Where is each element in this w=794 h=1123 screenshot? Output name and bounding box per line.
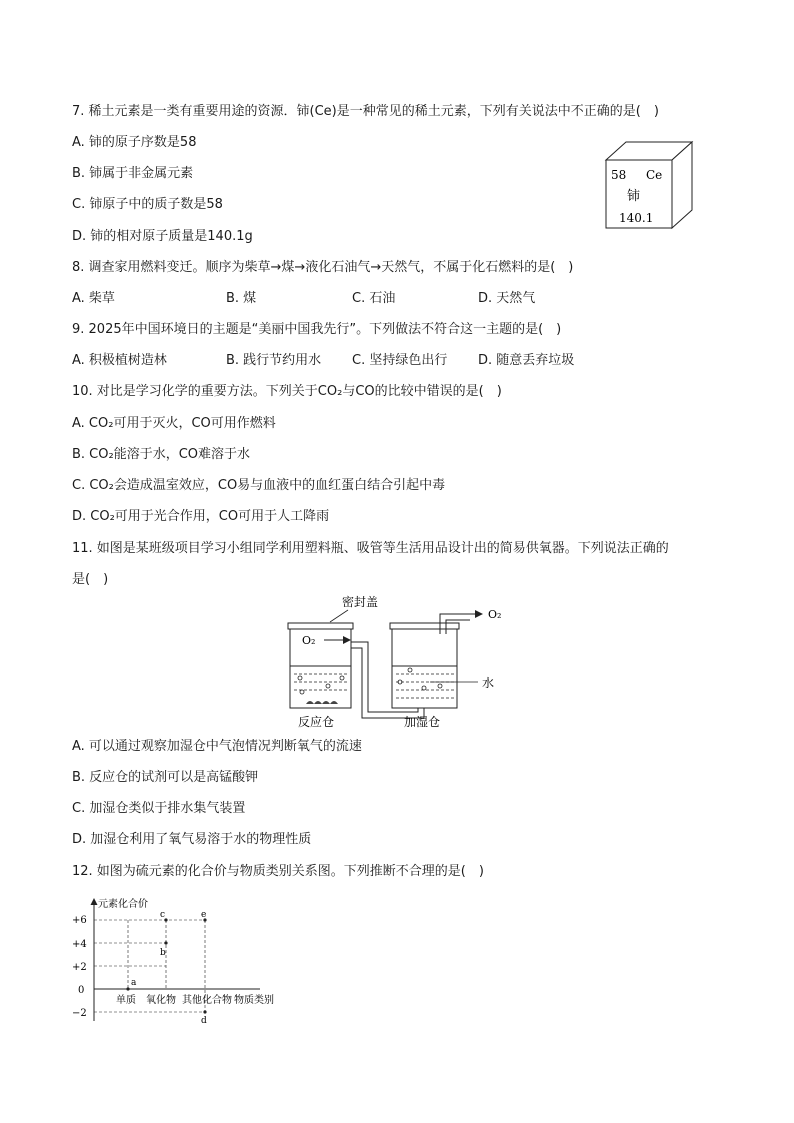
- q9-option-a: A. 积极植树造林: [72, 353, 167, 368]
- x-axis-title: 物质类别: [234, 995, 274, 1006]
- o2-out-label: O₂: [488, 608, 502, 621]
- q7-option-c: C. 铈原子中的质子数是58: [72, 197, 223, 212]
- q10-option-d: D. CO₂可用于光合作用，CO可用于人工降雨: [72, 509, 330, 524]
- x-category-other: 其他化合物: [182, 995, 232, 1006]
- humidify-chamber: [392, 629, 457, 708]
- q10-option-c: C. CO₂会造成温室效应，CO易与血液中的血红蛋白结合引起中毒: [72, 478, 446, 493]
- q10-option-a: A. CO₂可用于灭火，CO可用作燃料: [72, 416, 276, 431]
- point-e-label: e: [201, 910, 207, 920]
- element-name: 铈: [627, 189, 641, 204]
- x-category-oxide: 氧化物: [146, 995, 176, 1006]
- q8-option-a: A. 柴草: [72, 291, 115, 306]
- y-tick-plus6: +6: [72, 915, 87, 926]
- sulfur-valence-graph: [70, 893, 300, 1025]
- point-a-label: a: [131, 978, 137, 988]
- y-tick-zero: 0: [78, 985, 85, 996]
- oxygen-supplier-diagram: [280, 592, 530, 732]
- point-b: [164, 941, 167, 944]
- point-c-label: c: [160, 910, 166, 920]
- reaction-chamber: [290, 629, 351, 708]
- y-axis-title: 元素化合价: [98, 899, 148, 910]
- point-a: [126, 987, 129, 990]
- q11-option-d: D. 加湿仓利用了氧气易溶于水的物理性质: [72, 832, 312, 847]
- water-label: 水: [482, 676, 495, 690]
- cerium-element-box: [600, 140, 700, 232]
- q8-option-d: D. 天然气: [478, 291, 536, 306]
- q9-option-d: D. 随意丢弃垃圾: [478, 353, 575, 368]
- q9-stem: 9. 2025年中国环境日的主题是“美丽中国我先行”。下列做法不符合这一主题的是( ): [72, 322, 562, 337]
- q11-stem-line2: 是( ): [72, 572, 109, 587]
- q9-option-c: C. 坚持绿色出行: [352, 353, 448, 368]
- q11-stem-line1: 11. 如图是某班级项目学习小组同学利用塑料瓶、吸管等生活用品设计出的简易供氧器。下列说法正确的: [72, 541, 669, 556]
- x-category-element: 单质: [116, 995, 136, 1006]
- humidify-chamber-label: 加湿仓: [404, 715, 441, 729]
- atomic-number: 58: [611, 168, 627, 182]
- q7-option-a: A. 铈的原子序数是58: [72, 135, 197, 150]
- q10-stem: 10. 对比是学习化学的重要方法。下列关于CO₂与CO的比较中错误的是( ): [72, 384, 502, 399]
- element-symbol: Ce: [646, 168, 663, 182]
- y-tick-minus2: −2: [72, 1008, 87, 1019]
- q8-option-c: C. 石油: [352, 291, 396, 306]
- q8-option-b: B. 煤: [226, 291, 257, 306]
- y-tick-plus4: +4: [72, 939, 87, 950]
- y-tick-plus2: +2: [72, 962, 87, 973]
- q10-option-b: B. CO₂能溶于水，CO难溶于水: [72, 447, 251, 462]
- lid-label: 密封盖: [342, 595, 379, 609]
- q7-option-d: D. 铈的相对原子质量是140.1g: [72, 229, 253, 244]
- reaction-chamber-label: 反应仓: [298, 715, 335, 729]
- point-b-label: b: [160, 948, 166, 958]
- q11-option-b: B. 反应仓的试剂可以是高锰酸钾: [72, 770, 259, 785]
- q11-option-a: A. 可以通过观察加湿仓中气泡情况判断氧气的流速: [72, 739, 362, 754]
- q11-option-c: C. 加湿仓类似于排水集气装置: [72, 801, 246, 816]
- point-d-label: d: [201, 1016, 207, 1025]
- q7-stem: 7. 稀土元素是一类有重要用途的资源．铈(Ce)是一种常见的稀土元素，下列有关说法中不正确的是( ): [72, 104, 659, 119]
- q8-stem: 8. 调查家用燃料变迁。顺序为柴草→煤→液化石油气→天然气，不属于化石燃料的是( ): [72, 260, 574, 275]
- left-lid: [288, 623, 353, 629]
- atomic-mass: 140.1: [619, 211, 654, 225]
- q9-option-b: B. 践行节约用水: [226, 353, 322, 368]
- right-lid: [390, 623, 459, 629]
- q7-option-b: B. 铈属于非金属元素: [72, 166, 194, 181]
- o2-in-label: O₂: [302, 634, 316, 647]
- q12-stem: 12. 如图为硫元素的化合价与物质类别关系图。下列推断不合理的是( ): [72, 864, 484, 879]
- point-d: [203, 1010, 206, 1013]
